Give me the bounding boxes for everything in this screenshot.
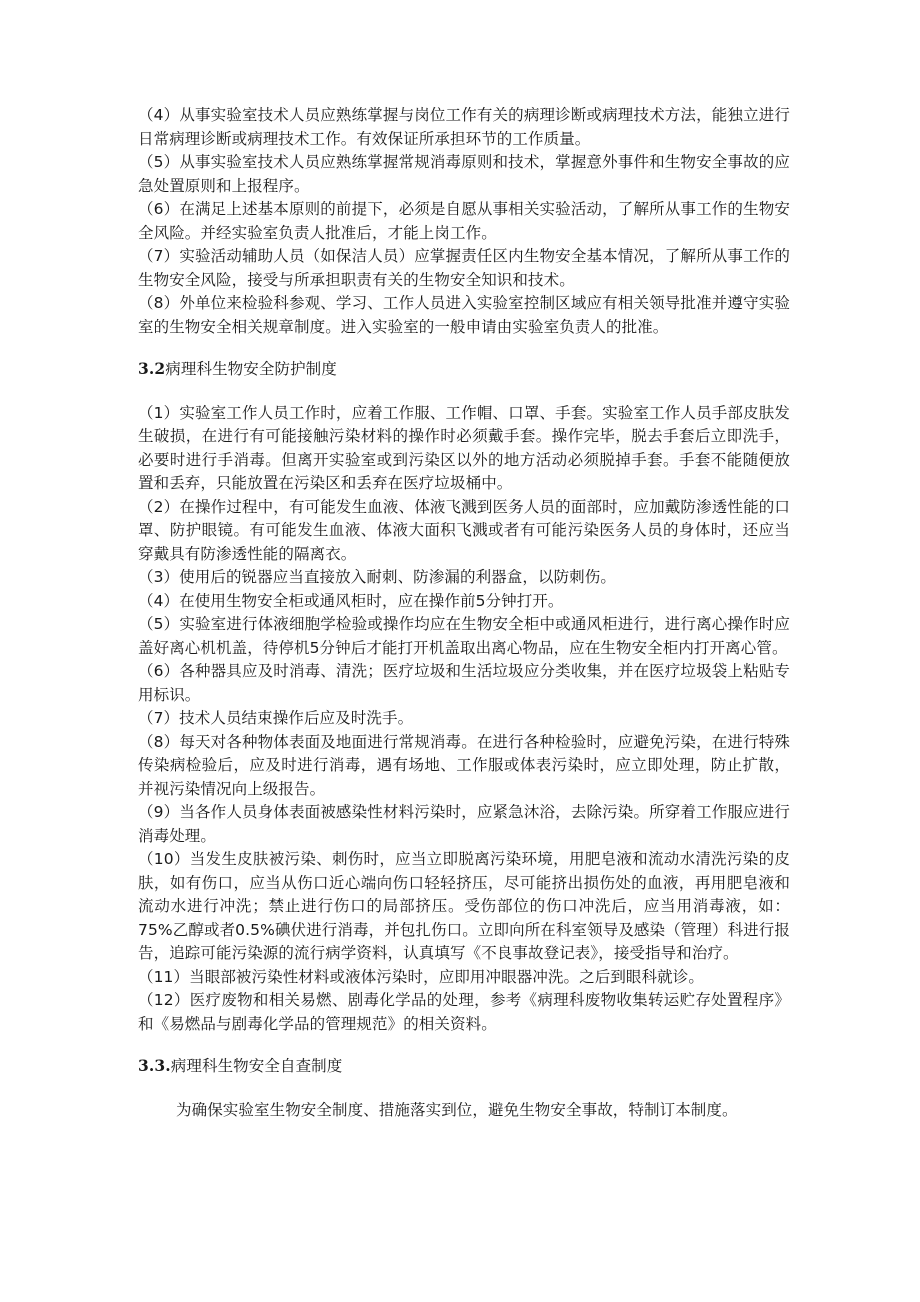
- paragraph-item-5: （5）从事实验室技术人员应熟练掌握常规消毒原则和技术，掌握意外事件和生物安全事故的应急处置原则和上报程序。: [138, 153, 790, 195]
- protection-item-2: （2）在操作过程中，有可能发生血液、体液飞溅到医务人员的面部时，应加戴防渗透性能的口罩、防护眼镜。有可能发生血液、体液大面积飞溅或者有可能污染医务人员的身体时，还应当穿戴具有防渗透性能的隔离衣。: [138, 497, 790, 563]
- protection-item-8: （8）每天对各种物体表面及地面进行常规消毒。在进行各种检验时，应避免污染，在进行特殊传染病检验后，应及时进行消毒，遇有场地、工作服或体表污染时，应立即处理，防止扩散，并视污染情况向上级报告。: [138, 732, 790, 798]
- protection-item-9: （9）当各作人员身体表面被感染性材料污染时，应紧急沐浴，去除污染。所穿着工作服应进行消毒处理。: [138, 803, 790, 845]
- section-title: 病理科生物安全自查制度: [170, 1057, 343, 1075]
- protection-item-11: （11）当眼部被污染性材料或液体污染时，应即用冲眼器冲洗。之后到眼科就诊。: [138, 967, 704, 986]
- paragraph-item-4: （4）从事实验室技术人员应熟练掌握与岗位工作有关的病理诊断或病理技术方法，能独立进行日常病理诊断或病理技术工作。有效保证所承担环节的工作质量。: [138, 106, 790, 148]
- section-3-1-continued: [138, 104, 790, 339]
- section-3-3-intro: 为确保实验室生物安全制度、措施落实到位，避免生物安全事故，特制订本制度。: [176, 1100, 738, 1119]
- section-3-2-heading: [138, 357, 790, 382]
- protection-item-5: （5）实验室进行体液细胞学检验或操作均应在生物安全柜中或通风柜进行，进行离心操作时应盖好离心机机盖，待停机5分钟后才能打开机盖取出离心物品，应在生物安全柜内打开离心管。: [138, 615, 790, 657]
- section-number: 3.3.: [138, 1056, 171, 1075]
- document-page: [138, 104, 790, 1122]
- protection-item-12: （12）医疗废物和相关易燃、剧毒化学品的处理，参考《病理科废物收集转运贮存处置程序》和《易燃品与剧毒化学品的管理规范》的相关资料。: [138, 991, 790, 1033]
- protection-item-1: （1）实验室工作人员工作时，应着工作服、工作帽、口罩、手套。实验室工作人员手部皮肤发生破损，在进行有可能接触污染材料的操作时必须戴手套。操作完毕，脱去手套后立即洗手，必要时进行手消毒。但离开实验室或到污染区以外的地方活动必须脱掉手套。手套不能随便放置和丢弃，只能放置在污染区和丢弃在医疗垃圾桶中。: [138, 403, 790, 492]
- protection-item-7: （7）技术人员结束操作后应及时洗手。: [138, 709, 414, 727]
- section-3-3-heading: [138, 1054, 790, 1079]
- protection-item-6: （6）各种器具应及时消毒、清洗；医疗垃圾和生活垃圾应分类收集，并在医疗垃圾袋上粘贴专用标识。: [138, 662, 790, 704]
- paragraph-item-7: （7）实验活动辅助人员（如保洁人员）应掌握责任区内生物安全基本情况，了解所从事工作的生物安全风险，接受与所承担职责有关的生物安全知识和技术。: [138, 247, 790, 289]
- section-number: 3.2: [138, 359, 166, 378]
- protection-item-10: （10）当发生皮肤被污染、刺伤时，应当立即脱离污染环境，用肥皂液和流动水清洗污染的皮肤，如有伤口，应当从伤口近心端向伤口轻轻挤压，尽可能挤出损伤处的血液，再用肥皂液和流动水进行冲洗；禁止进行伤口的局部挤压。受伤部位的伤口冲洗后，应当用消毒液，如：75%乙醇或者0.5%碘伏进行消毒，并包扎伤口。立即向所在科室领导及感染（管理）科进行报告，追踪可能污染源的流行病学资料，认真填写《不良事故登记表》，接受指导和治疗。: [138, 850, 790, 962]
- section-title: 病理科生物安全防护制度: [165, 360, 337, 378]
- protection-item-3: （3）使用后的锐器应当直接放入耐刺、防渗漏的利器盒，以防刺伤。: [138, 568, 616, 586]
- section-3-2-body: [138, 402, 790, 1037]
- paragraph-item-8: （8）外单位来检验科参观、学习、工作人员进入实验室控制区域应有相关领导批准并遵守实验室的生物安全相关规章制度。进入实验室的一般申请由实验室负责人的批准。: [138, 294, 790, 336]
- protection-item-4: （4）在使用生物安全柜或通风柜时，应在操作前5分钟打开。: [138, 591, 564, 610]
- paragraph-item-6: （6）在满足上述基本原则的前提下，必须是自愿从事相关实验活动，了解所从事工作的生物安全风险。并经实验室负责人批准后，才能上岗工作。: [138, 200, 790, 242]
